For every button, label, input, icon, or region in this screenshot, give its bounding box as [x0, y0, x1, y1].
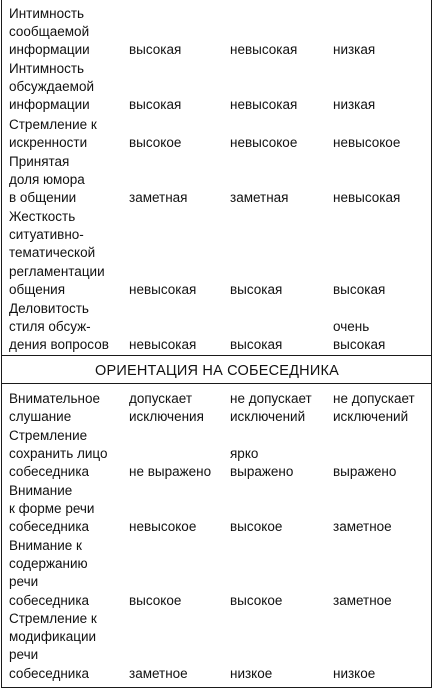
row-label-line: слушание	[9, 409, 72, 425]
row-label-line: тематической	[9, 245, 96, 261]
table-cell: заметное	[333, 519, 392, 535]
row-label-line: Интимность	[9, 6, 85, 21]
row-label-line: собеседника	[9, 464, 90, 480]
table-cell: заметная	[129, 190, 188, 206]
table-cell: невысокое	[333, 135, 401, 151]
table-cell: невысокая	[129, 337, 197, 353]
table-cell: невысокая	[129, 281, 197, 297]
row-label-line: содержанию	[9, 556, 88, 572]
row-label-line: модификации	[9, 629, 97, 645]
row-label-line: Стремление к	[9, 611, 97, 626]
table-cell: выражено	[333, 464, 397, 480]
row-label-line: Стремление к	[9, 117, 97, 132]
table-cell: невысокая	[230, 42, 298, 58]
table-cell: высокое	[230, 592, 283, 608]
row-label	[9, 610, 127, 683]
row-label	[9, 116, 127, 152]
table-cell: невысокое	[129, 519, 197, 535]
row-label-line: Внимание к	[9, 538, 82, 553]
row-label-line: обсуждаемой	[9, 79, 94, 95]
row-label-line: искренности	[9, 135, 88, 151]
table-cell: высокая	[333, 281, 386, 297]
row-label	[9, 427, 127, 482]
row-label-line: сохранить лицо	[9, 446, 108, 462]
table-cell: не допускает	[333, 391, 415, 406]
table-cell: исключений	[333, 409, 409, 425]
table-cell: высокая	[129, 97, 182, 113]
table-cell: не допускает	[230, 391, 312, 406]
table-cell: невысокое	[230, 135, 298, 151]
table-cell: исключения	[129, 409, 204, 425]
row-label-line: к форме речи	[9, 501, 95, 517]
row-label-line: доля юмора	[9, 172, 85, 188]
table-cell: допускает	[129, 391, 192, 406]
table-cell: низкое	[333, 665, 376, 681]
table-cell: заметное	[129, 665, 188, 681]
table-cell: очень	[333, 319, 370, 335]
table-cell: высокая	[333, 337, 386, 353]
row-label-line: речи	[9, 647, 39, 663]
table-cell: невысокая	[230, 97, 298, 113]
table-cell: заметная	[230, 190, 289, 206]
row-label	[9, 482, 127, 537]
table-cell: высокая	[230, 281, 283, 297]
row-label-line: Принятая	[9, 154, 70, 169]
table-cell: невысокая	[333, 190, 401, 206]
table-cell: не выражено	[129, 464, 212, 480]
row-label-line: собеседника	[9, 592, 90, 608]
row-label	[9, 5, 127, 60]
table-cell: высокое	[230, 519, 283, 535]
row-label-line: общения	[9, 281, 66, 297]
row-label-line: информации	[9, 42, 90, 58]
row-label	[9, 537, 127, 610]
table-cell: высокое	[129, 592, 182, 608]
row-label-line: дения вопросов	[9, 337, 109, 353]
table-cell: исключений	[230, 409, 306, 425]
row-label	[9, 60, 127, 115]
table-cell: высокое	[129, 135, 182, 151]
row-label	[9, 390, 127, 426]
row-label	[9, 153, 127, 208]
row-label-line: ситуативно-	[9, 227, 84, 243]
section-title: ОРИЕНТАЦИЯ НА СОБЕСЕДНИКА	[95, 363, 339, 379]
table-cell: высокая	[230, 337, 283, 353]
row-label-line: стиля обсуж-	[9, 319, 91, 335]
row-label-line: регламентации	[9, 263, 105, 279]
table-cell: высокая	[129, 42, 182, 58]
row-label	[9, 300, 127, 355]
row-label-line: собеседника	[9, 665, 90, 681]
row-label-line: речи	[9, 574, 39, 590]
row-label-line: в общении	[9, 190, 77, 206]
row-label-line: собеседника	[9, 519, 90, 535]
row-label-line: информации	[9, 97, 90, 113]
table-cell: заметное	[333, 592, 392, 608]
table-cell: ярко	[230, 446, 259, 462]
table-cell: низкая	[333, 97, 376, 113]
section-divider-top	[1, 355, 432, 356]
row-label-line: Интимность	[9, 61, 85, 76]
row-label	[9, 208, 127, 299]
row-label-line: Внимание	[9, 483, 73, 498]
row-label-line: Стремление	[9, 428, 88, 443]
row-label-line: Деловитость	[9, 301, 89, 316]
row-label-line: сообщаемой	[9, 24, 90, 40]
row-label-line: Жесткость	[9, 209, 76, 224]
section-divider-bottom	[1, 383, 432, 384]
table-cell: низкое	[230, 665, 273, 681]
table-cell: низкая	[333, 42, 376, 58]
table-cell: выражено	[230, 464, 294, 480]
row-label-line: Внимательное	[9, 391, 100, 406]
